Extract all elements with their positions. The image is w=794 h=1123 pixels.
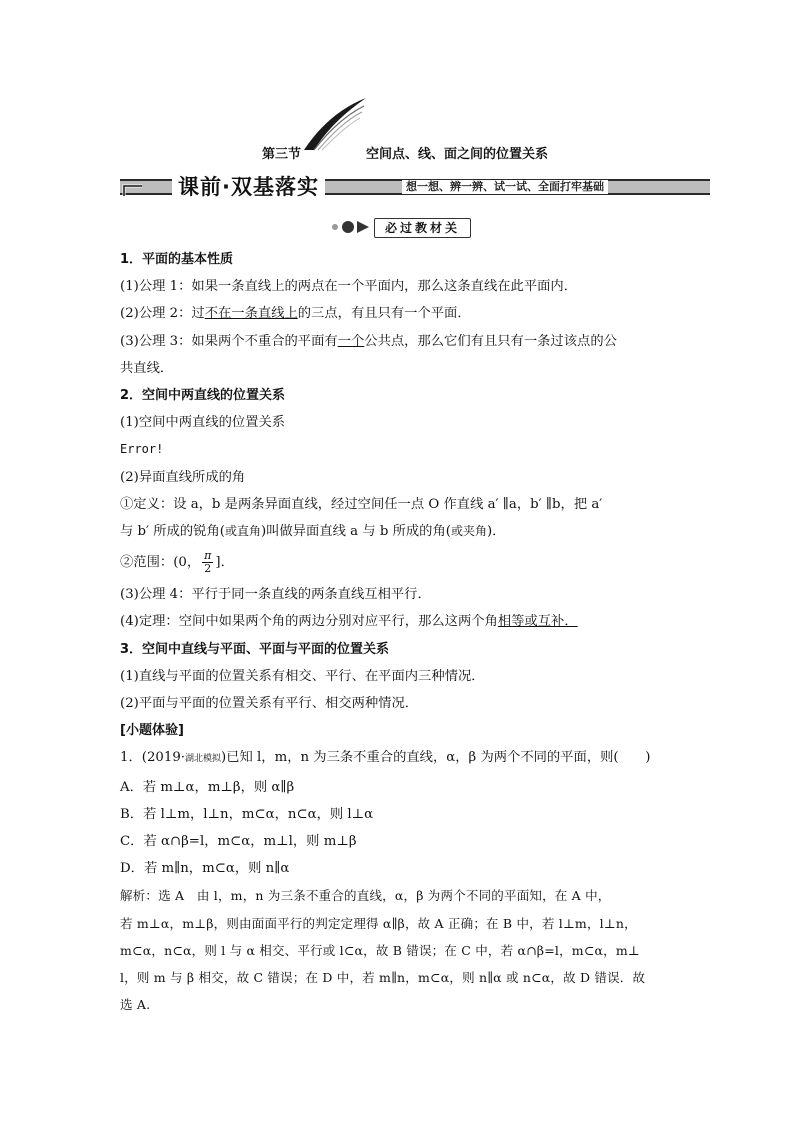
skew-angle: (2)异面直线所成的角 (120, 469, 246, 485)
lines-relation: (1)空间中两直线的位置关系 (120, 415, 286, 431)
solution-5: 选 A. (120, 997, 151, 1013)
solution-1: 解析：选 A 由 l，m，n 为三条不重合的直线，α，β 为两个不同的平面知，在 A 中， (120, 888, 611, 904)
range-left: (0， (173, 555, 201, 571)
axiom-2-pre: (2)公理 2：过 (120, 306, 205, 322)
banner-subtitle: 想一想、辨一辨、试一试、全面打牢基础 (402, 180, 608, 194)
theorem-underline: 相等或互补． (497, 614, 578, 630)
lesson-banner (120, 170, 710, 204)
solution-2: 若 m⊥α，m⊥β，则由面面平行的判定定理得 α∥β，故 A 正确；在 B 中，若 l⊥m，l⊥n， (120, 915, 637, 931)
question-pre: 1．(2019· (120, 750, 186, 766)
range-fraction (202, 550, 213, 575)
section-number: 第三节 (262, 147, 302, 162)
axiom-2-underline: 不在一条直线上 (204, 306, 298, 322)
theorem (120, 608, 680, 635)
def-small-1: 或直角 (224, 524, 261, 539)
dots-arrow-icon (330, 220, 372, 234)
axiom-3 (120, 328, 680, 355)
question-tag: 湖北模拟 (185, 754, 222, 765)
solution-4: l，则 m 与 β 相交，故 C 错误；在 D 中，若 m∥n，m⊂α，则 n∥α 或 n⊂α，故 D 错误．故 (120, 970, 646, 986)
option-d: D．若 m∥n，m⊂α，则 n∥α (120, 861, 290, 877)
main-content (120, 246, 680, 1018)
option-a: A．若 m⊥α，m⊥β，则 α∥β (120, 779, 295, 795)
range-den: 2 (204, 562, 212, 576)
heading-3: 3．空间中直线与平面、平面与平面的位置关系 (120, 641, 390, 657)
definition-2 (120, 518, 680, 545)
section-pill (330, 218, 520, 236)
question-1 (120, 744, 680, 773)
heading-1: 1．平面的基本性质 (120, 252, 234, 267)
angle-range (120, 545, 680, 581)
plane-plane: (2)平面与平面的位置关系有平行、相交两种情况． (120, 696, 419, 712)
section-title: 空间点、线、面之间的位置关系 (366, 147, 549, 162)
theorem-pre: (4)定理：空间中如果两个角的两边分别对应平行，那么这两个角 (120, 614, 498, 630)
axiom-2-post: 的三点，有且只有一个平面． (297, 306, 471, 322)
question-post: )已知 l，m，n 为三条不重合的直线，α，β 为两个不同的平面，则( ) (221, 750, 651, 766)
line-plane: (1)直线与平面的位置关系有相交、平行、在平面内三种情况． (120, 668, 485, 684)
axiom-3-underline: 一个 (337, 333, 365, 349)
def-post: )． (486, 524, 506, 540)
def-pre: 与 b′ 所成的锐角( (120, 524, 225, 540)
option-b: B．若 l⊥m，l⊥n，m⊂α，n⊂α，则 l⊥α (120, 806, 374, 822)
exercise-label: [小题体验] (120, 723, 184, 739)
def-small-2: 或夹角 (450, 524, 487, 539)
axiom-2 (120, 300, 680, 327)
range-label: ②范围： (120, 555, 174, 571)
solution-3: m⊂α，n⊂α，则 l 与 α 相交、平行或 l⊂α，故 B 错误；在 C 中，若 α∩β=l，m⊂α，m⊥ (120, 942, 640, 958)
banner-title: 课前·双基落实 (172, 171, 325, 203)
range-num: π (204, 549, 212, 563)
definition-1: ①定义：设 a，b 是两条异面直线，经过空间任一点 O 作直线 a′ ∥a，b′ ∥b，把 a′ (120, 496, 603, 512)
heading-2: 2．空间中两直线的位置关系 (120, 388, 286, 404)
def-mid: )叫做异面直线 a 与 b 所成的角( (260, 524, 451, 540)
banner-hook-icon (122, 176, 162, 198)
axiom-3-cont: 共直线． (120, 360, 174, 376)
pill-label: 必过教材关 (374, 218, 471, 238)
axiom-4: (3)公理 4：平行于同一条直线的两条直线互相平行． (120, 587, 431, 603)
option-c: C．若 α∩β=l，m⊂α，m⊥l，则 m⊥β (120, 834, 357, 850)
axiom-1: (1)公理 1：如果一条直线上的两点在一个平面内，那么这条直线在此平面内． (120, 279, 578, 295)
axiom-3-pre: (3)公理 3：如果两个不重合的平面有 (120, 333, 338, 349)
section-header (0, 143, 794, 163)
axiom-3-post: 公共点，那么它们有且只有一条过该点的公 (364, 333, 617, 349)
range-right: ]． (215, 555, 234, 571)
error-text: Error! (120, 442, 164, 457)
